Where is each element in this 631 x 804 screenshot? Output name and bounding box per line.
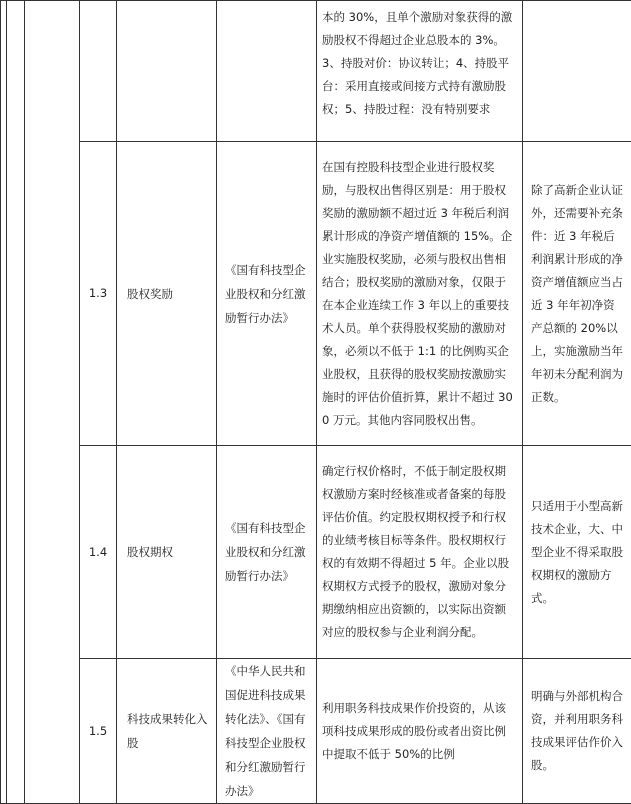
row-number: 1.5 [80,659,117,804]
incentive-type: 股权奖励 [117,142,217,446]
row-number: 1.4 [80,446,117,659]
legal-basis [217,1,317,142]
incentive-type: 股权期权 [117,446,217,659]
legal-basis: 《国有科技型企业股权和分红激励暂行办法》 [217,142,317,446]
table-row [1,446,631,659]
policy-note: 明确与外部机构合资，并利用职务科技成果评估作价入股。 [523,659,631,804]
legal-basis: 《国有科技型企业股权和分红激励暂行办法》 [217,446,317,659]
incentive-type: 科技成果转化入股 [117,659,217,804]
table-row [1,1,631,142]
policy-note [523,1,631,142]
row-number [80,1,117,142]
section-column [25,1,80,804]
legal-basis: 《中华人民共和国促进科技成果转化法》、《国有科技型企业股权和分红激励暂行办法》 [217,659,317,804]
table-row [1,142,631,446]
row-number: 1.3 [80,142,117,446]
incentive-type [117,1,217,142]
policy-content: 确定行权价格时，不低于制定股权期权激励方案时经核准或者备案的每股评估价值。约定股权期权授予和行权的业绩考核目标等条件。股权期权行权的有效期不得超过 5 年。企业以股权期权方式授予的股权，激励对象分期缴纳相应出资额的，以实际出资额对应的股权参与企业利润分配。 [317,446,523,659]
policy-note: 只适用于小型高新技术企业，大、中型企业不得采取股权期权的激励方式。 [523,446,631,659]
policy-content: 在国有控股科技型企业进行股权奖励，与股权出售得区别是：用于股权奖励的激励额不超过近 3 年税后利润累计形成的净资产增值额的 15%。企业实施股权奖励，必须与股权出售相结合；股权奖励的激励对象，仅限于在本企业连续工作 3 年以上的重要技术人员。单个获得股权奖励的激励对象，必须以不低于 1:1 的比例购买企业股权，且获得的股权奖励按激励实施时的评估价值折算，累计不超过 300 万元。其他内容同股权出售。 [317,142,523,446]
policy-note: 除了高新企业认证外，还需要补充条件：近 3 年税后利润累计形成的净资产增值额应当占近 3 年年初净资产总额的 20%以上，实施激励当年年初未分配利润为正数。 [523,142,631,446]
policy-content: 利用职务科技成果作价投资的，从该项科技成果形成的股份或者出资比例中提取不低于 50%的比例 [317,659,523,804]
policy-content: 本的 30%，且单个激励对象获得的激励股权不得超过企业总股本的 3%。3、持股对价：协议转让；4、持股平台：采用直接或间接方式持有激励股权；5、持股过程：没有特别要求 [317,1,523,142]
category-column [7,1,25,804]
table-row [1,659,631,804]
